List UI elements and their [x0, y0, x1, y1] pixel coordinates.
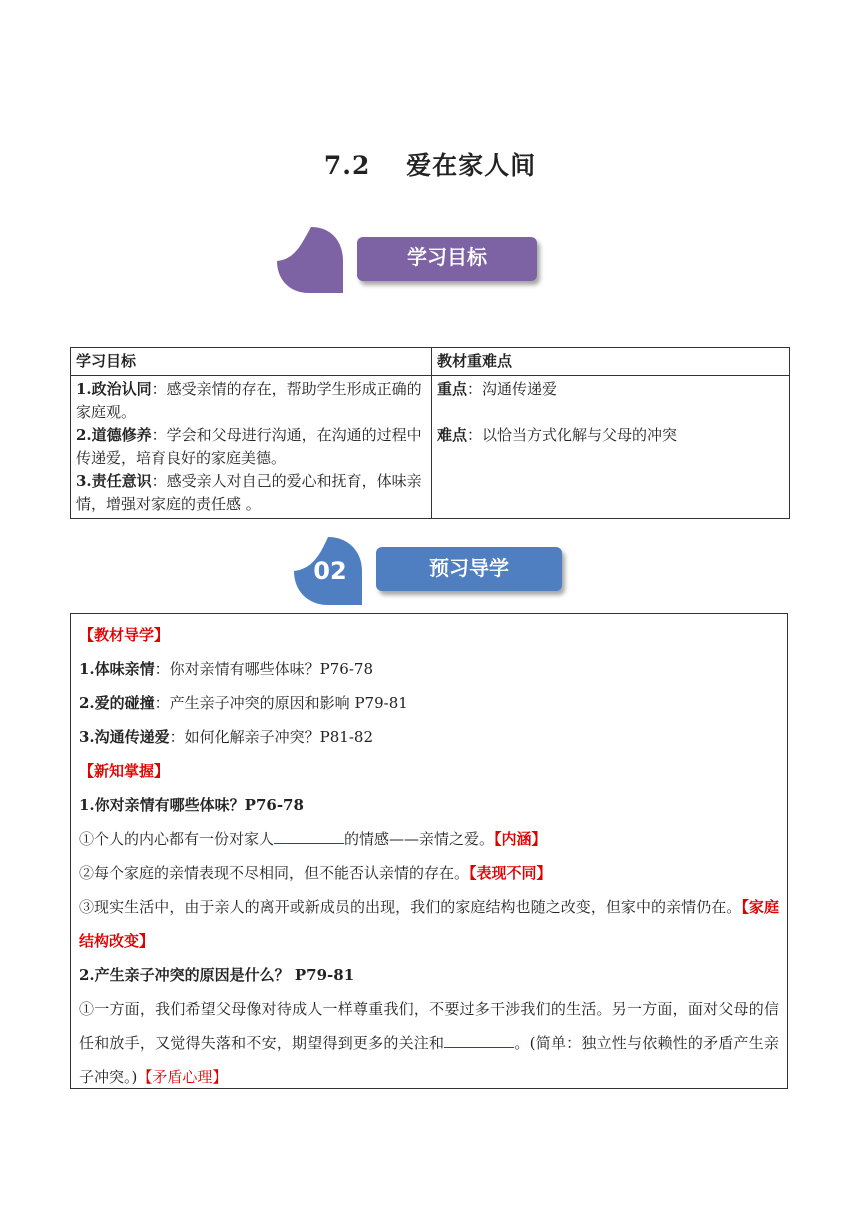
guide-item: 2.爱的碰撞：产生亲子冲突的原因和影响 P79-81 [79, 694, 408, 712]
section-tag: 【教材导学】 [79, 626, 170, 644]
leaf-shape-icon [275, 225, 345, 297]
banner-label: 预习导学 [376, 547, 562, 591]
answer-line: ②每个家庭的亲情表现不尽相同，但不能否认亲情的存在。【表现不同】 [79, 864, 552, 882]
banner-label: 学习目标 [357, 237, 537, 281]
question-heading: 1.你对亲情有哪些体味？P76-78 [79, 796, 304, 814]
learning-goals-table [70, 347, 790, 519]
banner-number: 02 [313, 557, 347, 585]
difficult-point: 难点：以恰当方式化解与父母的冲突 [437, 426, 678, 444]
goal-item: 1.政治认同：感受亲情的存在，帮助学生形成正确的家庭观。 [76, 380, 422, 421]
table-header-key-points: 教材重难点 [432, 348, 790, 376]
page-title: 7.2 爱在家人间 [323, 151, 537, 180]
answer-line: ①一方面，我们希望父母像对待成人一样尊重我们，不要过多干涉我们的生活。另一方面，面对父母的信任和放手，又觉得失落和不安，期望得到更多的关注和 。(简单：独立性与依赖性的矛盾产生亲子冲突。)【矛盾心理】 [79, 1000, 779, 1086]
table-header-goals: 学习目标 [71, 348, 432, 376]
answer-line: ①个人的内心都有一份对家人 的情感——亲情之爱。【内涵】 [79, 830, 547, 848]
key-points-cell [432, 376, 790, 519]
fill-blank[interactable] [444, 1032, 514, 1048]
fill-blank[interactable] [274, 828, 344, 844]
section-tag: 【新知掌握】 [79, 762, 170, 780]
guide-item: 1.体味亲情：你对亲情有哪些体味？P76-78 [79, 660, 374, 678]
section-banner-learning-goals [275, 225, 545, 300]
answer-line: ③现实生活中，由于亲人的离开或新成员的出现，我们的家庭结构也随之改变，但家中的亲情仍在。【家庭结构改变】 [79, 898, 779, 950]
goal-item: 2.道德修养：学会和父母进行沟通，在沟通的过程中传递爱，培育良好的家庭美德。 [76, 426, 422, 467]
preview-content-box [70, 613, 788, 1089]
section-banner-preview [292, 535, 572, 610]
key-point: 重点：沟通传递爱 [437, 380, 558, 398]
guide-item: 3.沟通传递爱：如何化解亲子冲突？P81-82 [79, 728, 374, 746]
question-heading: 2.产生亲子冲突的原因是什么？ P79-81 [79, 966, 355, 984]
goal-item: 3.责任意识：感受亲人对自己的爱心和抚育，体味亲情，增强对家庭的责任感 。 [76, 472, 422, 513]
goals-cell [71, 376, 432, 519]
leaf-number-icon [292, 535, 364, 607]
